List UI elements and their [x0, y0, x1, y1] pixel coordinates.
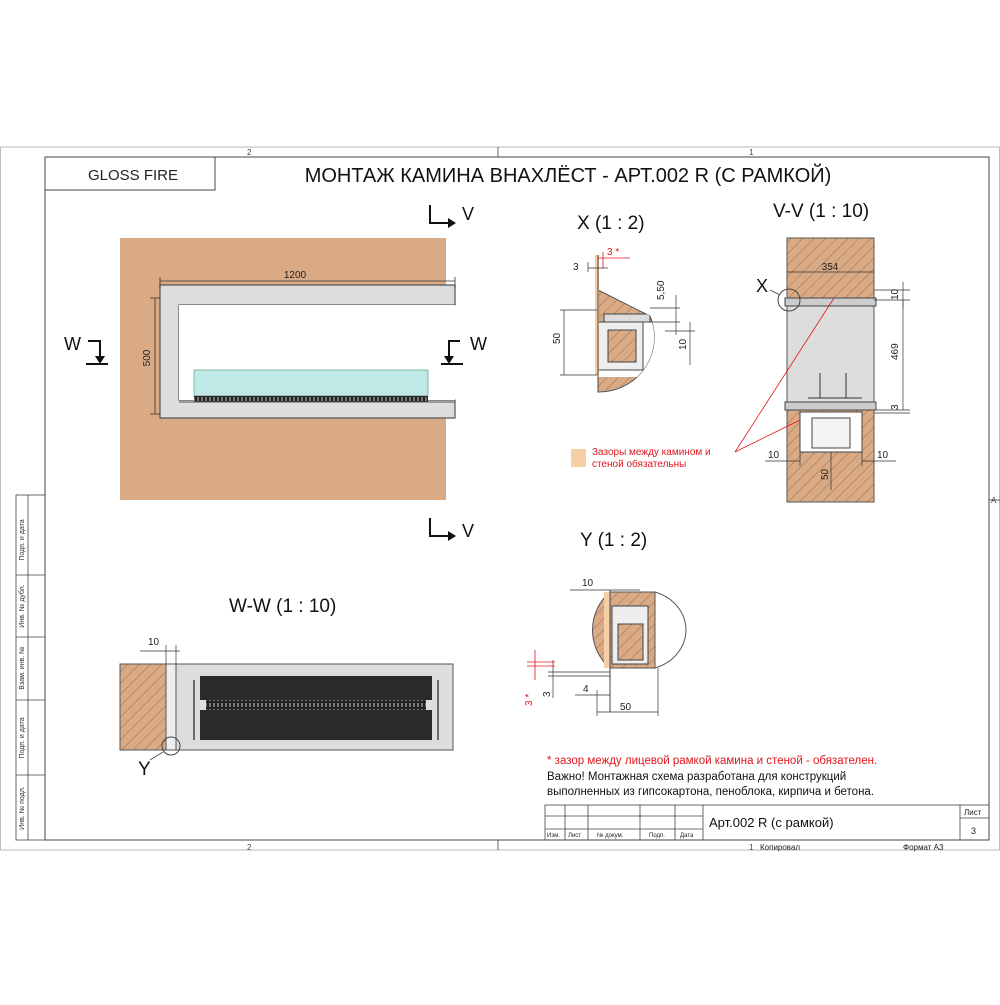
stamp-label-4: Подп. и дата	[19, 717, 26, 759]
section-label-w-right: W	[470, 334, 487, 354]
zone-ticks	[498, 147, 1000, 850]
vv-dim-10-right: 10	[877, 450, 889, 461]
drawing-title: МОНТАЖ КАМИНА ВНАХЛЁСТ - АРТ.002 R (С РАМКОЙ)	[304, 165, 832, 187]
note-warning: * зазор между лицевой рамкой камина и стеной - обязателен.	[547, 755, 878, 767]
dim-height-500: 500	[142, 349, 153, 367]
title-block-sheet-label: Лист	[964, 808, 982, 817]
section-label-v-bottom: V	[462, 521, 475, 541]
section-vv	[735, 201, 910, 502]
vv-dim-354: 354	[821, 262, 839, 273]
title-block-col-sign: Подп.	[649, 833, 665, 839]
note-important-1: Важно! Монтажная схема разработана для конструкций	[547, 771, 847, 783]
vv-dim-10-top: 10	[890, 288, 901, 300]
section-ww	[120, 596, 453, 780]
detail-x-dim-50: 50	[552, 332, 563, 344]
detail-y	[524, 530, 686, 716]
stamp-label-3: Взам. инв. №	[19, 646, 26, 690]
zone-mark-bottom-left: 2	[247, 843, 252, 852]
ww-dim-10: 10	[148, 637, 160, 648]
detail-x	[552, 213, 695, 392]
ww-wall	[120, 664, 168, 750]
front-view	[64, 204, 487, 541]
dim-width-1200: 1200	[283, 270, 307, 281]
burner-strip	[194, 396, 428, 402]
title-block-col-izm: Изм.	[547, 833, 560, 839]
title-block-format: Формат А3	[903, 843, 944, 852]
legend-line-1: Зазоры между камином и	[592, 447, 711, 458]
note-important-2: выполненных из гипсокартона, пеноблока, кирпича и бетона.	[547, 786, 875, 798]
detail-x-dim-3: 3	[573, 262, 579, 273]
stamp-label-1: Подп. и дата	[19, 519, 26, 561]
vv-dim-469: 469	[890, 343, 901, 360]
title-block-designation: Арт.002 R (с рамкой)	[709, 815, 834, 830]
section-label-v-top: V	[462, 204, 475, 224]
header	[45, 157, 831, 190]
vv-callout-x: X	[756, 276, 769, 296]
title-block-copied: Копировал	[760, 843, 801, 852]
vv-dim-3: 3	[890, 404, 901, 410]
ww-firebox	[200, 676, 432, 700]
detail-y-dim-3: 3	[542, 691, 553, 697]
stamp-label-5: Инв. № подл.	[19, 786, 26, 830]
detail-y-dim-3-star: 3 *	[524, 693, 535, 706]
detail-y-dim-4: 4	[583, 684, 589, 695]
detail-y-dim-50: 50	[620, 702, 632, 713]
gap-legend	[571, 447, 711, 470]
title-block-sheet-number: 3	[971, 826, 977, 836]
zone-mark-right: A	[991, 496, 997, 505]
brand-name: GLOSS FIRE	[87, 167, 179, 184]
stamp-label-2: Инв. № дубл.	[19, 584, 26, 628]
zone-mark-top-right: 1	[749, 148, 754, 157]
glass-panel	[194, 370, 428, 396]
legend-swatch	[571, 449, 586, 467]
title-block-col-doc: № докум.	[597, 833, 624, 839]
zone-mark-top-left: 2	[247, 148, 252, 157]
title-block-col-list: Лист	[568, 833, 582, 839]
notes	[547, 755, 877, 798]
detail-x-dim-5-50: 5,50	[656, 280, 667, 300]
detail-x-dim-10: 10	[678, 338, 689, 350]
vv-dim-10-left: 10	[768, 450, 780, 461]
legend-line-2: стеной обязательны	[592, 459, 687, 470]
title-block-col-date: Дата	[680, 833, 694, 839]
detail-y-title: Y (1 : 2)	[580, 530, 648, 551]
detail-y-dim-10: 10	[582, 578, 594, 589]
ww-burner	[206, 700, 426, 710]
detail-x-title: X (1 : 2)	[577, 213, 645, 234]
ww-callout-y: Y	[138, 759, 151, 780]
zone-mark-bottom-right: 1	[749, 843, 754, 852]
section-label-w-left: W	[64, 334, 81, 354]
vv-dim-50: 50	[820, 468, 831, 480]
section-ww-title: W-W (1 : 10)	[229, 596, 337, 617]
section-vv-title: V-V (1 : 10)	[773, 201, 870, 222]
vv-opening	[787, 300, 874, 410]
detail-x-dim-3-star: 3 *	[607, 247, 620, 258]
